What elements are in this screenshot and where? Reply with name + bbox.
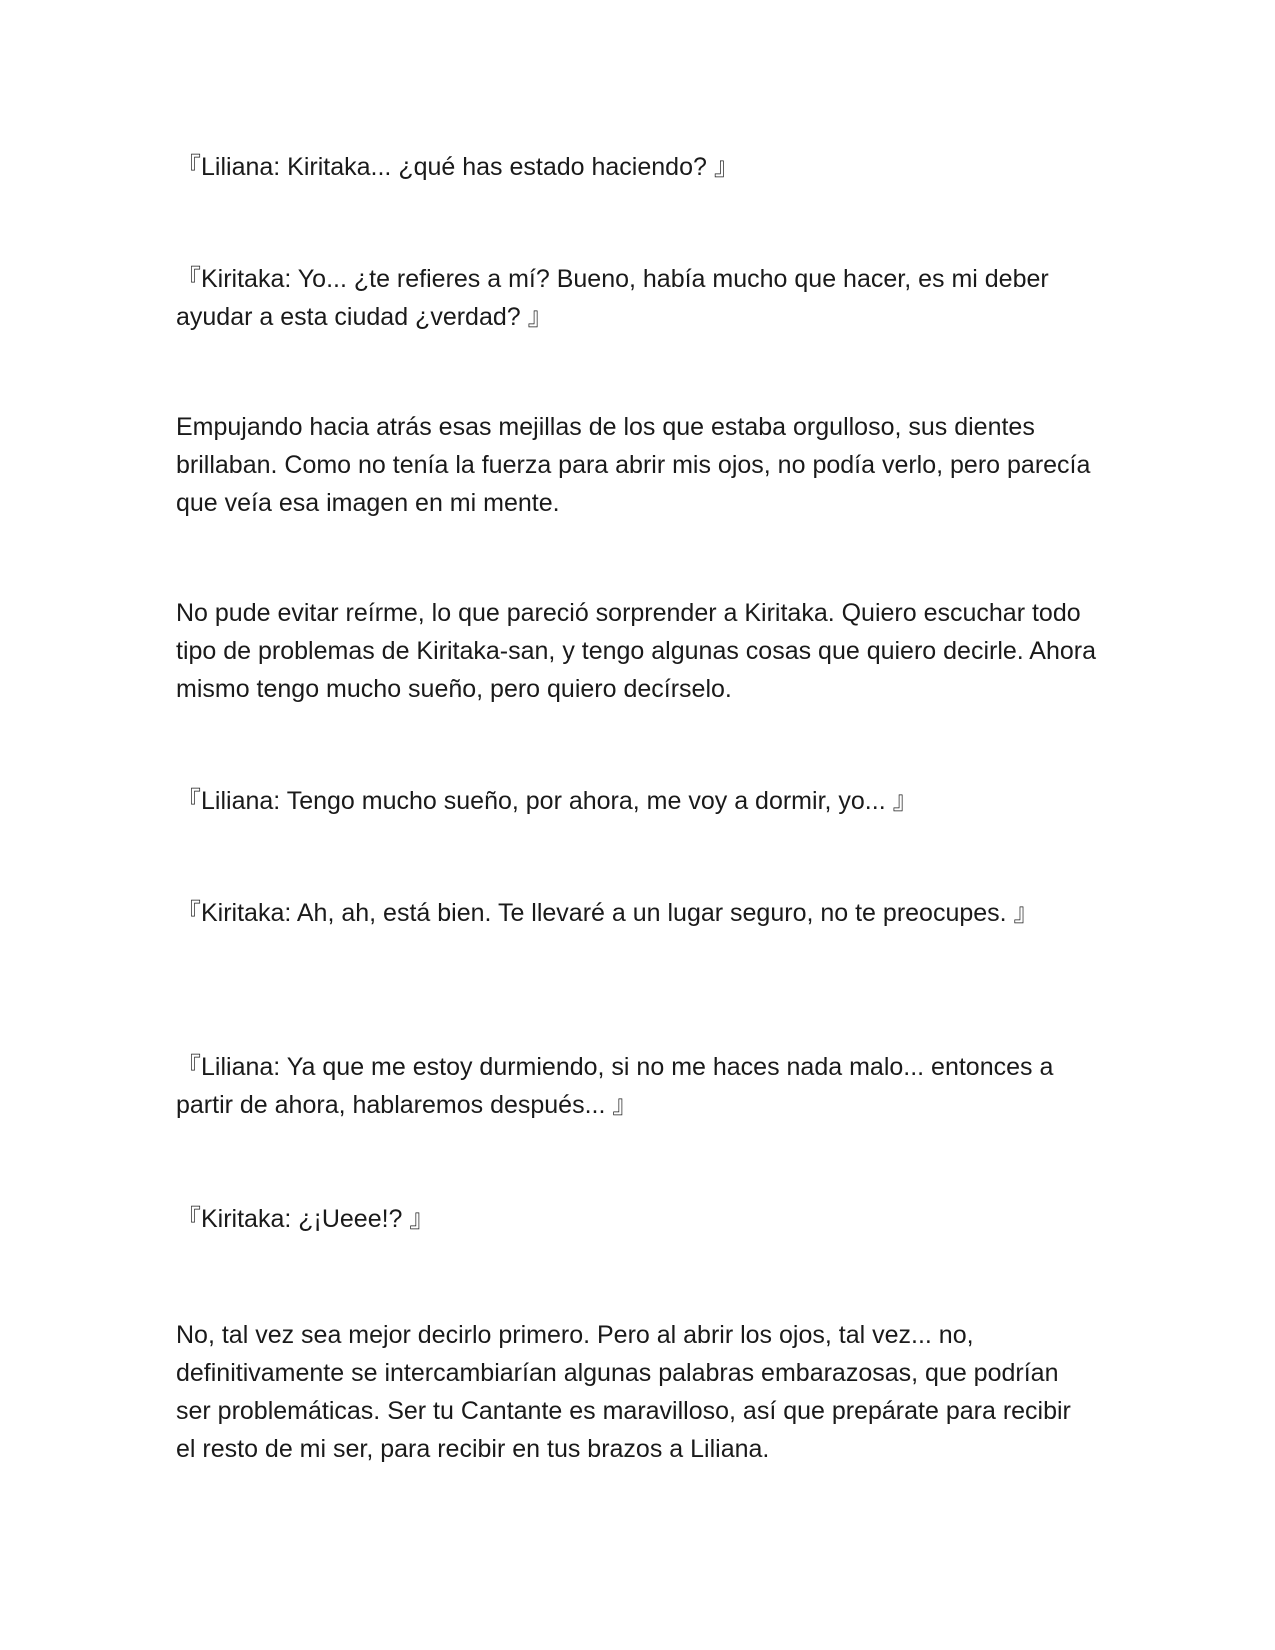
dialogue-liliana-2: 『Liliana: Tengo mucho sueño, por ahora, me voy a dormir, yo... 』: [176, 787, 918, 815]
dialogue-liliana-3: 『Liliana: Ya que me estoy durmiendo, si no me haces nada malo... entonces a partir de ahora, hablaremos después... 』: [176, 1053, 1054, 1119]
narration-paragraph-3: No, tal vez sea mejor decirlo primero. Pero al abrir los ojos, tal vez... no, definitivamente se intercambiarían algunas palabras embarazosas, que podrían ser problemáticas. Ser tu Cantante es maravilloso, así que prepárate para recibir el resto de mi ser, para recibir en tus brazos a Liliana.: [176, 1321, 1071, 1463]
dialogue-kiritaka-3: 『Kiritaka: ¿¡Ueee!? 』: [176, 1205, 435, 1233]
dialogue-kiritaka-1: 『Kiritaka: Yo... ¿te refieres a mí? Bueno, había mucho que hacer, es mi deber ayudar a esta ciudad ¿verdad? 』: [176, 265, 1049, 331]
narration-paragraph-1: Empujando hacia atrás esas mejillas de los que estaba orgulloso, sus dientes brillaban. Como no tenía la fuerza para abrir mis ojos, no podía verlo, pero parecía que veía esa imagen en mi mente.: [176, 413, 1091, 517]
narration-paragraph-2: No pude evitar reírme, lo que pareció sorprender a Kiritaka. Quiero escuchar todo tipo de problemas de Kiritaka-san, y tengo algunas cosas que quiero decirle. Ahora mismo tengo mucho sueño, pero quiero decírselo.: [176, 599, 1097, 703]
dialogue-kiritaka-2: 『Kiritaka: Ah, ah, está bien. Te llevaré a un lugar seguro, no te preocupes. 』: [176, 899, 1039, 927]
dialogue-liliana-1: 『Liliana: Kiritaka... ¿qué has estado haciendo? 』: [176, 153, 739, 181]
